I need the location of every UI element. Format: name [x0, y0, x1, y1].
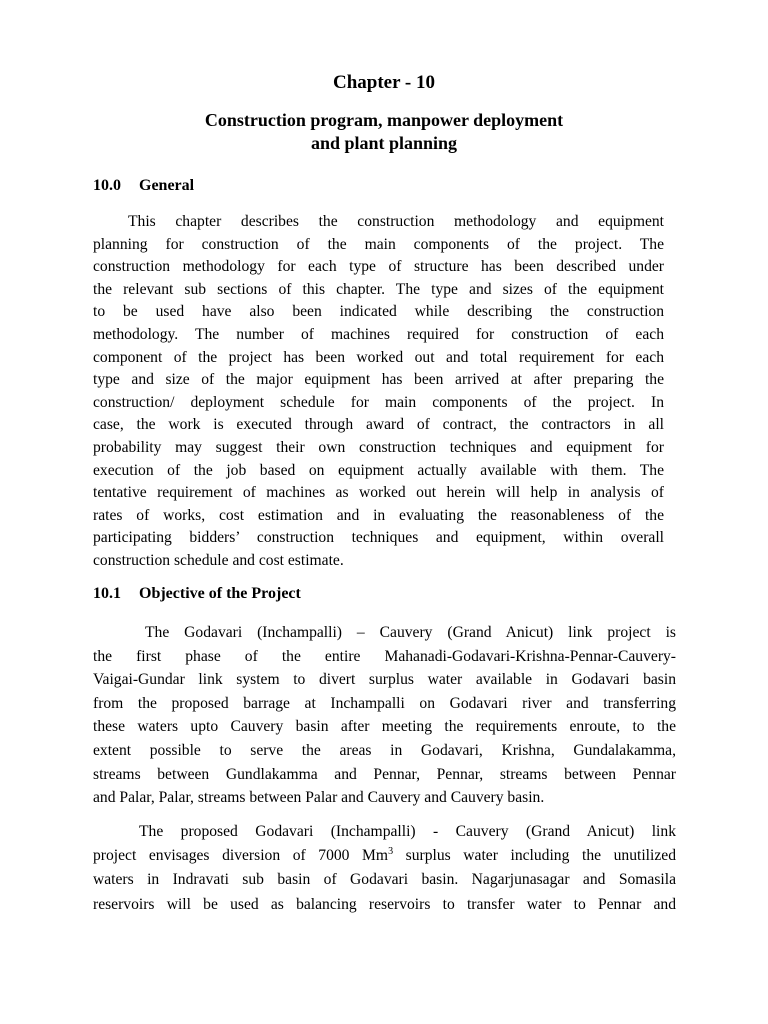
paragraph-line: type and size of the major equipment has been arrived at after preparing the [93, 371, 664, 389]
paragraph-line: The proposed Godavari (Inchampalli) - Cauvery (Grand Anicut) link [139, 823, 676, 840]
paragraph-line: The Godavari (Inchampalli) – Cauvery (Grand Anicut) link project is [145, 624, 676, 641]
paragraph-line: participating bidders’ construction techniques and equipment, within overall [93, 529, 664, 547]
paragraph-line: reservoirs will be used as balancing reservoirs to transfer water to Pennar and [93, 895, 676, 913]
paragraph-line: and Palar, Palar, streams between Palar and Cauvery and Cauvery basin. [93, 789, 545, 807]
paragraph-line: tentative requirement of machines as worked out herein will help in analysis of [93, 484, 664, 502]
chapter-title-line-1: Construction program, manpower deployment [204, 110, 564, 130]
section-heading-general [93, 176, 194, 196]
paragraph-line: planning for construction of the main components of the project. The [93, 235, 664, 253]
chapter-title-line-2: and plant planning [310, 133, 458, 153]
general-paragraph [93, 211, 664, 573]
paragraph-line: case, the work is executed through award of contract, the contractors in all [93, 416, 664, 434]
chapter-title [0, 109, 768, 155]
section-number: 10.1 [93, 585, 121, 602]
paragraph-line: the relevant sub sections of this chapter. The type and sizes of the equipment [93, 280, 664, 298]
paragraph-line: methodology. The number of machines required for construction of each [93, 325, 664, 343]
paragraph-line: This chapter describes the construction methodology and equipment [128, 213, 664, 230]
paragraph-line: the first phase of the entire Mahanadi-Godavari-Krishna-Pennar-Cauvery- [93, 647, 676, 665]
paragraph-line: from the proposed barrage at Inchampalli on Godavari river and transferring [93, 694, 676, 712]
paragraph-line: rates of works, cost estimation and in evaluating the reasonableness of the [93, 506, 664, 524]
text-run: surplus water including the unutilized [393, 847, 676, 865]
objective-paragraph [93, 621, 676, 810]
paragraph-line: Vaigai-Gundar link system to divert surplus water available in Godavari basin [93, 671, 676, 689]
section-title: Objective of the Project [139, 585, 301, 602]
proposal-paragraph [93, 820, 676, 917]
paragraph-line: construction schedule and cost estimate. [93, 551, 344, 569]
paragraph-line: execution of the job based on equipment actually available with them. The [93, 461, 664, 479]
paragraph-line: to be used have also been indicated while describing the construction [93, 303, 664, 321]
paragraph-line: streams between Gundlakamma and Pennar, Pennar, streams between Pennar [93, 765, 676, 783]
paragraph-line: waters in Indravati sub basin of Godavari basin. Nagarjunasagar and Somasila [93, 871, 676, 889]
text-run: project envisages diversion of 7000 Mm [93, 847, 389, 865]
section-heading-objective [93, 584, 301, 604]
section-number: 10.0 [93, 177, 121, 194]
chapter-heading: Chapter - 10 [332, 72, 436, 93]
superscript: 3 [388, 846, 394, 858]
paragraph-line: extent possible to serve the areas in Godavari, Krishna, Gundalakamma, [93, 741, 676, 759]
paragraph-line: probability may suggest their own construction techniques and equipment for [93, 438, 664, 456]
paragraph-line: these waters upto Cauvery basin after meeting the requirements enroute, to the [93, 718, 676, 736]
section-title: General [139, 177, 195, 194]
paragraph-line: construction methodology for each type of structure has been described under [93, 258, 664, 276]
paragraph-line: construction/ deployment schedule for main components of the project. In [93, 393, 664, 411]
paragraph-line [93, 844, 676, 868]
paragraph-line: component of the project has been worked out and total requirement for each [93, 348, 664, 366]
